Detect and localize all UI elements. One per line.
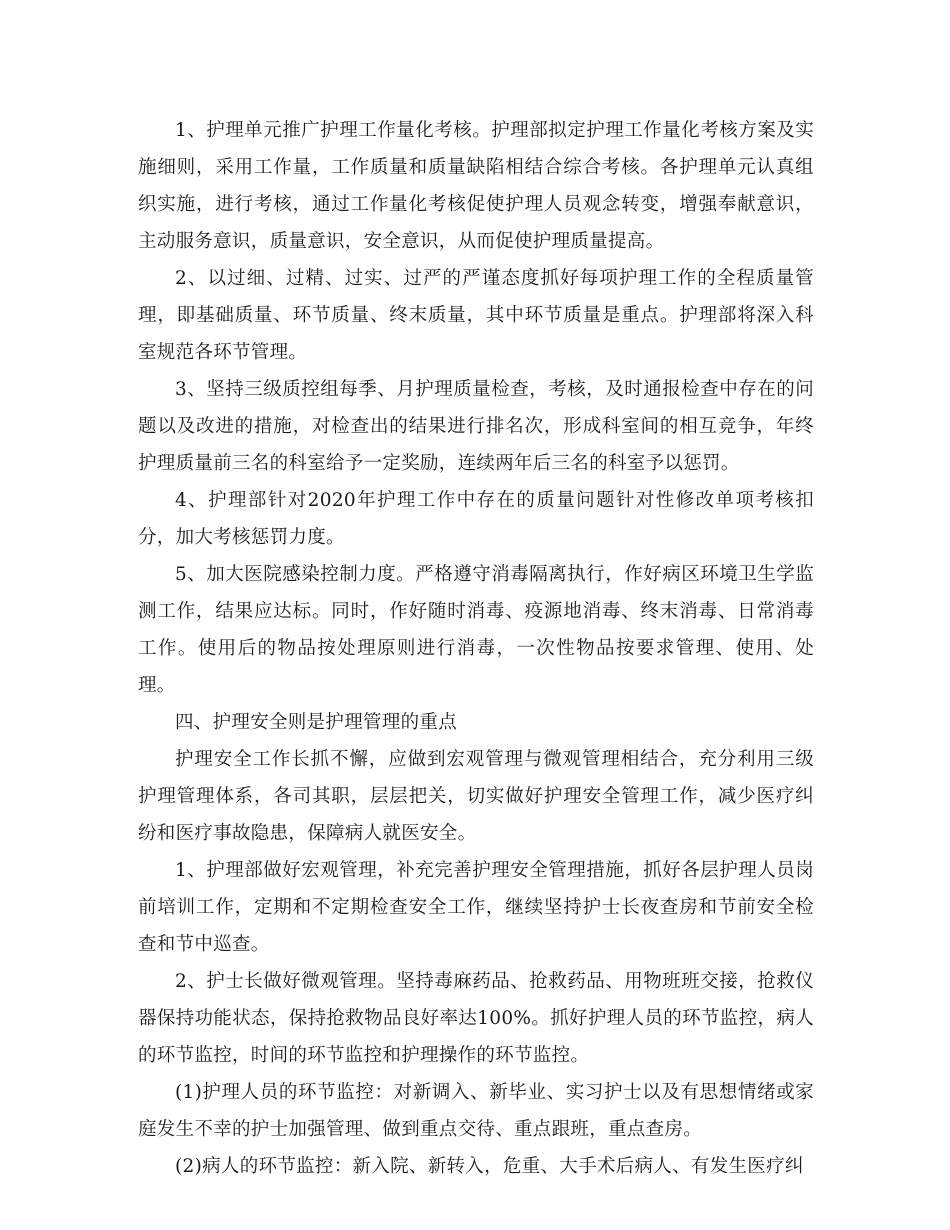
paragraph-9: 2、护士长做好微观管理。坚持毒麻药品、抢救药品、用物班班交接，抢救仪器保持功能状态，保持抢救物品良好率达100%。抓好护理人员的环节监控，病人的环节监控，时间的环节监控和护理操作的环节监控。 [138, 971, 814, 1066]
paragraph-5: 5、加大医院感染控制力度。严格遵守消毒隔离执行，作好病区环境卫生学监测工作，结果应达标。同时，作好随时消毒、疫源地消毒、终末消毒、日常消毒工作。使用后的物品按处理原则进行消毒，一次性物品按要求管理、使用、处理。 [138, 564, 814, 696]
paragraph-11: (2)病人的环节监控：新入院、新转入，危重、大手术后病人、有发生医疗纠 [175, 1156, 804, 1177]
section-heading: 四、护理安全则是护理管理的重点 [175, 712, 458, 733]
paragraph-2: 2、以过细、过精、过实、过严的严谨态度抓好每项护理工作的全程质量管理，即基础质量、环节质量、终末质量，其中环节质量是重点。护理部将深入科室规范各环节管理。 [138, 268, 814, 363]
paragraph-8: 1、护理部做好宏观管理，补充完善护理安全管理措施，抓好各层护理人员岗前培训工作，定期和不定期检查安全工作，继续坚持护士长夜查房和节前安全检查和节中巡查。 [138, 860, 814, 955]
paragraph-1: 1、护理单元推广护理工作量化考核。护理部拟定护理工作量化考核方案及实施细则，采用工作量，工作质量和质量缺陷相结合综合考核。各护理单元认真组织实施，进行考核，通过工作量化考核促使护理人员观念转变，增强奉献意识，主动服务意识，质量意识，安全意识，从而促使护理质量提高。 [138, 120, 814, 252]
document-body [138, 112, 814, 1185]
paragraph-4: 4、护理部针对2020年护理工作中存在的质量问题针对性修改单项考核扣分，加大考核惩罚力度。 [138, 490, 814, 548]
paragraph-10: (1)护理人员的环节监控：对新调入、新毕业、实习护士以及有思想情绪或家庭发生不幸的护士加强管理、做到重点交待、重点跟班，重点查房。 [138, 1082, 814, 1140]
paragraph-3: 3、坚持三级质控组每季、月护理质量检查，考核，及时通报检查中存在的问题以及改进的措施，对检查出的结果进行排名次，形成科室间的相互竞争，年终护理质量前三名的科室给予一定奖励，连续两年后三名的科室予以惩罚。 [138, 379, 814, 474]
paragraph-7: 护理安全工作长抓不懈，应做到宏观管理与微观管理相结合，充分利用三级护理管理体系，各司其职，层层把关，切实做好护理安全管理工作，减少医疗纠纷和医疗事故隐患，保障病人就医安全。 [138, 749, 814, 844]
